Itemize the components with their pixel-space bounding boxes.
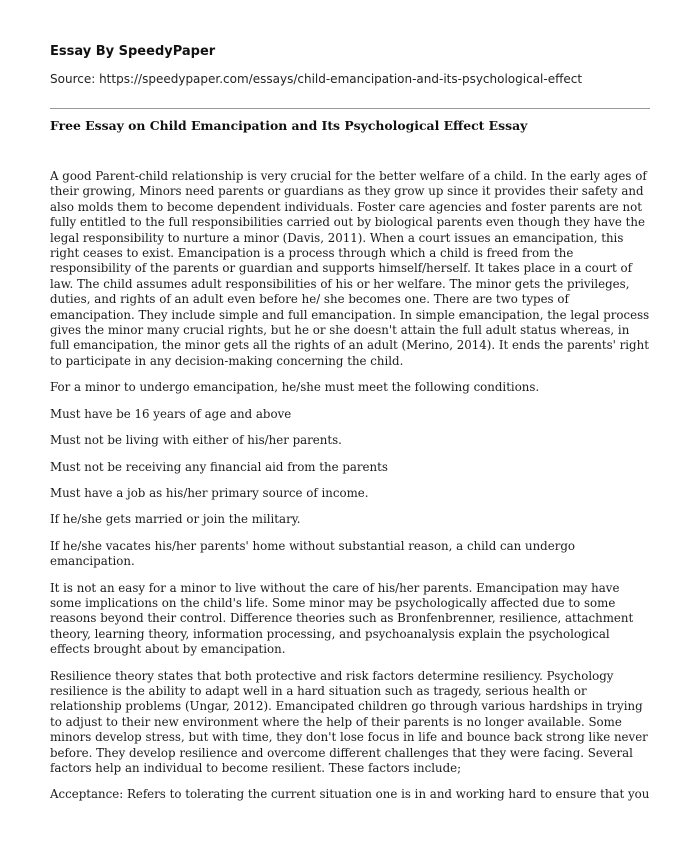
condition-item: Must not be receiving any financial aid from the parents [50,459,388,474]
paragraph: It is not an easy for a minor to live without the care of his/her parents. Emancipation may have some implications on the child's life. Some minor may be psychologically affected due to some reasons beyond their control. Difference theories such as Bronfenbrenner, resilience, attachment theory, learning theory, information processing, and psychoanalysis explain the psychological effects brought about by emancipation. [50,580,634,657]
condition-item: Must have a job as his/her primary source of income. [50,485,369,500]
condition-item: Must not be living with either of his/her parents. [50,433,342,448]
condition-item: If he/she vacates his/her parents' home without substantial reason, a child can undergo emancipation. [50,538,576,569]
source-line: Source: https://speedypaper.com/essays/child-emancipation-and-its-psychological-effect [50,72,583,86]
paragraph: A good Parent-child relationship is very crucial for the better welfare of a child. In the early ages of their growing, Minors need parents or guardians as they grow up since it provides their safety and also molds them to become dependent individuals. Foster care agencies and foster parents are not fully entitled to the full responsibilities carried out by biological parents even though they have the legal responsibility to nurture a minor (Davis, 2011). When a court issues an emancipation, this right ceases to exist. Emancipation is a process through which a child is freed from the responsibility of the parents or guardian and supports himself/herself. It takes place in a court of law. The child assumes adult responsibilities of his or her welfare. The minor gets the privileges, duties, and rights of an adult even before he/ she becomes one. There are two types of emancipation. They include simple and full emancipation. In simple emancipation, the legal process gives the minor many crucial rights, but he or she doesn't attain the full adult status whereas, in full emancipation, the minor gets all the rights of an adult (Merino, 2014). It ends the parents' right to participate in any decision-making concerning the child. [50,169,650,368]
divider [50,108,650,109]
paragraph: For a minor to undergo emancipation, he/she must meet the following conditions. [50,380,540,395]
essay-title: Free Essay on Child Emancipation and Its Psychological Effect Essay [50,118,528,133]
condition-item: Must have be 16 years of age and above [50,406,292,421]
condition-item: If he/she gets married or join the military. [50,512,301,527]
paragraph: Acceptance: Refers to tolerating the current situation one is in and working hard to ensure that you [50,787,650,802]
paragraph: Resilience theory states that both protective and risk factors determine resiliency. Psychology resilience is the ability to adapt well in a hard situation such as tragedy, serious health or relationship problems (Ungar, 2012). Emancipated children go through various hardships in trying to adjust to their new environment where the help of their parents is no longer available. Some minors develop stress, but with time, they don't lose focus in life and bounce back strong like never before. They develop resilience and overcome different challenges that they were facing. Several factors help an individual to become resilient. These factors include; [50,668,648,775]
essay-body [50,169,652,814]
header-title: Essay By SpeedyPaper [50,44,216,59]
